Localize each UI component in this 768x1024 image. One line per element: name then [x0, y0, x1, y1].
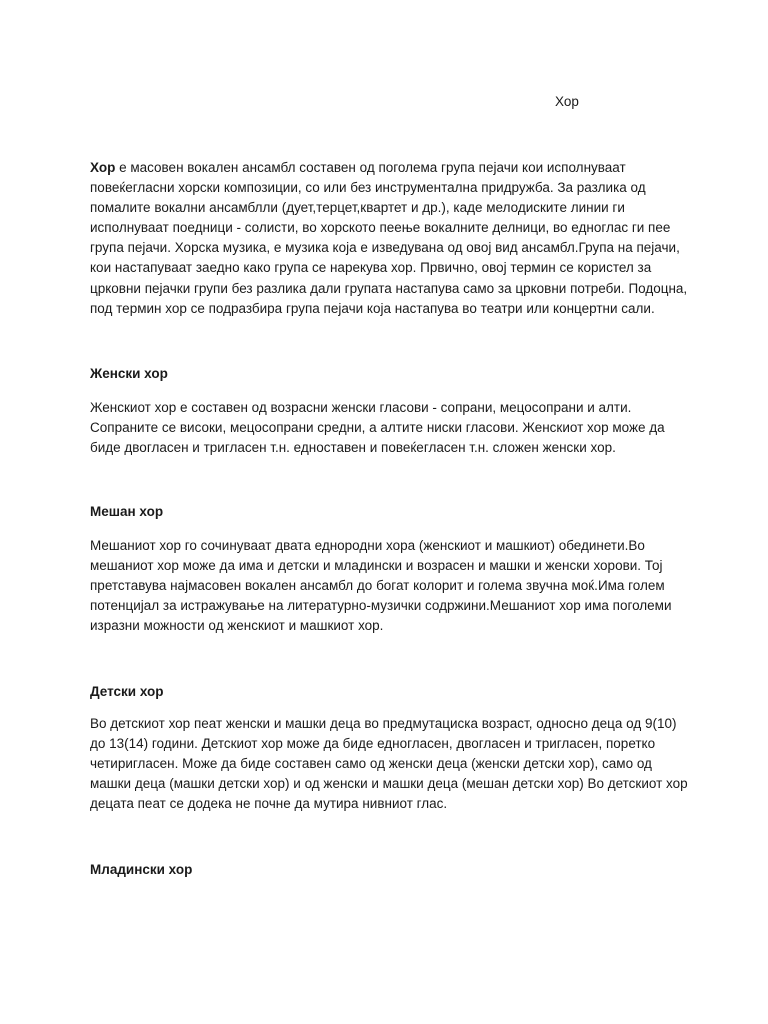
- section-body-womens-choir: Женскиот хор е составен од возрасни женски гласови - сопрани, мецосопрани и алти. Сопраните се високи, мецосопрани средни, а алтите ниски гласови. Женскиот хор може да биде двогласен и тригласен т.н. едноставен и повеќегласен т.н. сложен женски хор.: [90, 400, 665, 456]
- document-title: Хор: [555, 94, 579, 109]
- section-heading-mixed-choir: Мешан хор: [90, 504, 164, 519]
- intro-lead-term: Хор: [90, 160, 116, 175]
- intro-paragraph: [90, 158, 690, 319]
- section-body-mixed-choir: Мешаниот хор го сочинуваат двата еднородни хора (женскиот и машкиот) обединети.Во мешаниот хор може да има и детски и младински и возрасен и машки и женски хорови. Тој претставува најмасовен вокален ансамбл до богат колорит и голема звучна моќ.Има голем потенцијал за истражување на литературно-музички содржини.Мешаниот хор има поголеми изразни можности од женскиот и машкиот хор.: [90, 538, 672, 634]
- section-body-childrens-choir: Во детскиот хор пеат женски и машки деца во предмутациска возраст, односно деца од 9(10) до 13(14) години. Детскиот хор може да биде едногласен, двогласен и тригласен, поретко четиригласен. Може да биде составен само од женски деца (женски детски хор), само од машки деца (машки детски хор) и од женски и машки деца (мешан детски хор) Во детскиот хор децата пеат се додека не почне да мутира нивниот глас.: [90, 716, 688, 812]
- section-heading-youth-choir: Младински хор: [90, 862, 193, 877]
- intro-text: е масовен вокален ансамбл составен од поголема група пејачи кои исполнуваат повеќегласни хорски композиции, со или без инструментална придружба. За разлика од помалите вокални ансамблли (дует,терцет,квартет и др.), каде мелодиските линии ги исполнуваат поедници - солисти, во хорското пеење вокалните делници, во едноглас ги пее група пејачи. Хорска музика, е музика која е изведувана од овој вид ансамбл.Група на пејачи, кои настапуваат заедно како група се нарекува хор. Првично, овој термин се користел за црковни пејачки групи без разлика дали групата настапува само за црковни потреби. Подоцна, под термин хор се подразбира група пејачи која настапува во театри или концертни сали.: [90, 160, 688, 316]
- section-heading-womens-choir: Женски хор: [90, 366, 168, 381]
- section-heading-childrens-choir: Детски хор: [90, 684, 164, 699]
